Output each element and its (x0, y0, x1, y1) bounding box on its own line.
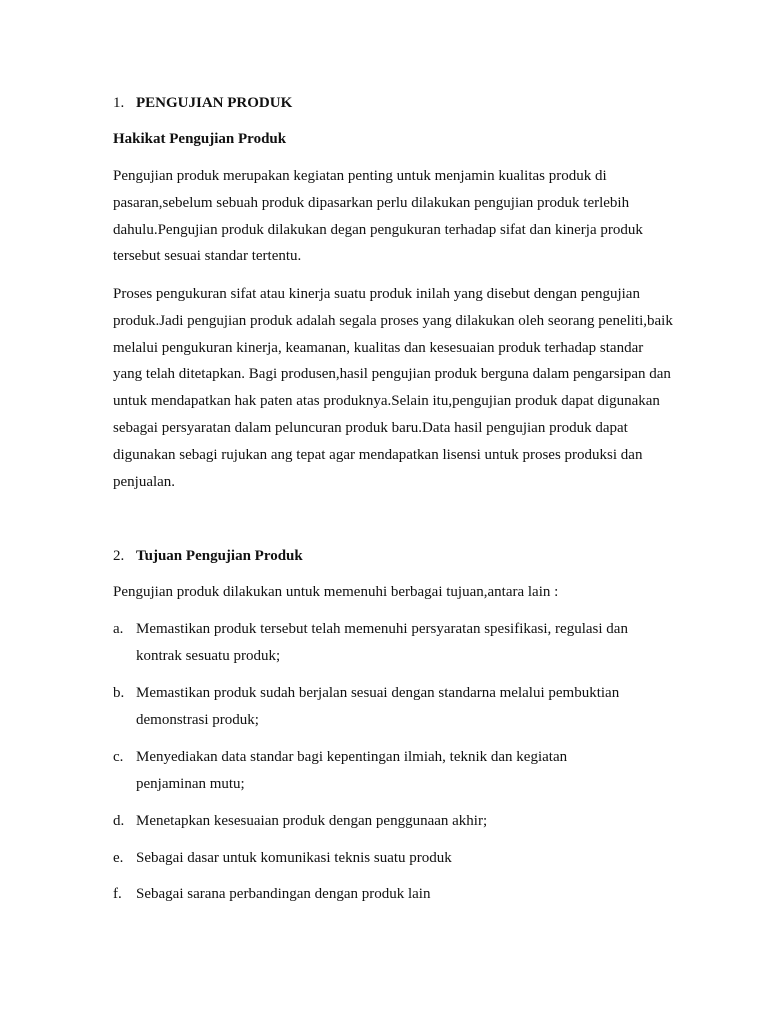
list-marker: d. (113, 813, 125, 829)
section-1-subheading: Hakikat Pengujian Produk (113, 131, 287, 147)
list-marker: b. (113, 685, 125, 701)
section-1-heading (113, 94, 678, 112)
list-item-text: Sebagai dasar untuk komunikasi teknis suatu produk (136, 850, 452, 866)
section-2-title: Tujuan Pengujian Produk (136, 548, 303, 564)
list-marker: e. (113, 850, 124, 866)
list-marker: c. (113, 749, 124, 765)
section-2-intro: Pengujian produk dilakukan untuk memenuhi berbagai tujuan,antara lain : (113, 584, 559, 600)
document-page (113, 0, 678, 1024)
section-1-title: PENGUJIAN PRODUK (136, 95, 293, 111)
section-2-number: 2. (113, 548, 125, 564)
list-item-text: Menyediakan data standar bagi kepentingan ilmiah, teknik dan kegiatan penjaminan mutu; (136, 749, 568, 792)
list-item-text: Memastikan produk sudah berjalan sesuai dengan standarna melalui pembuktian demonstrasi produk; (136, 685, 620, 728)
section-2-heading (113, 547, 678, 565)
list-item-text: Memastikan produk tersebut telah memenuhi persyaratan spesifikasi, regulasi dan kontrak sesuatu produk; (136, 621, 628, 664)
section-1-paragraph-2: Proses pengukuran sifat atau kinerja suatu produk inilah yang disebut dengan pengujian produk.Jadi pengujian produk adalah segala proses yang dilakukan oleh seorang peneliti,baik melalui pengukuran kinerja, keamanan, kualitas dan kesesuaian produk terhadap standar yang telah ditetapkan. Bagi produsen,hasil pengujian produk berguna dalam pengarsipan dan untuk mendapatkan hak paten atas produknya.Selain itu,pengujian produk dapat digunakan sebagai persyaratan dalam peluncuran produk baru.Data hasil pengujian produk dapat digunakan sebagi rujukan ang tepat agar mendapatkan lisensi untuk proses produksi dan penjualan. (113, 286, 673, 490)
list-marker: f. (113, 886, 122, 902)
section-1-number: 1. (113, 95, 125, 111)
list-item-text: Menetapkan kesesuaian produk dengan penggunaan akhir; (136, 813, 488, 829)
list-item-text: Sebagai sarana perbandingan dengan produk lain (136, 886, 431, 902)
list-marker: a. (113, 621, 124, 637)
section-1-paragraph-1: Pengujian produk merupakan kegiatan penting untuk menjamin kualitas produk di pasaran,sebelum sebuah produk dipasarkan perlu dilakukan pengujian produk terlebih dahulu.Pengujian produk dilakukan degan pengukuran terhadap sifat dan kinerja produk tersebut sesuai standar tertentu. (113, 168, 643, 265)
